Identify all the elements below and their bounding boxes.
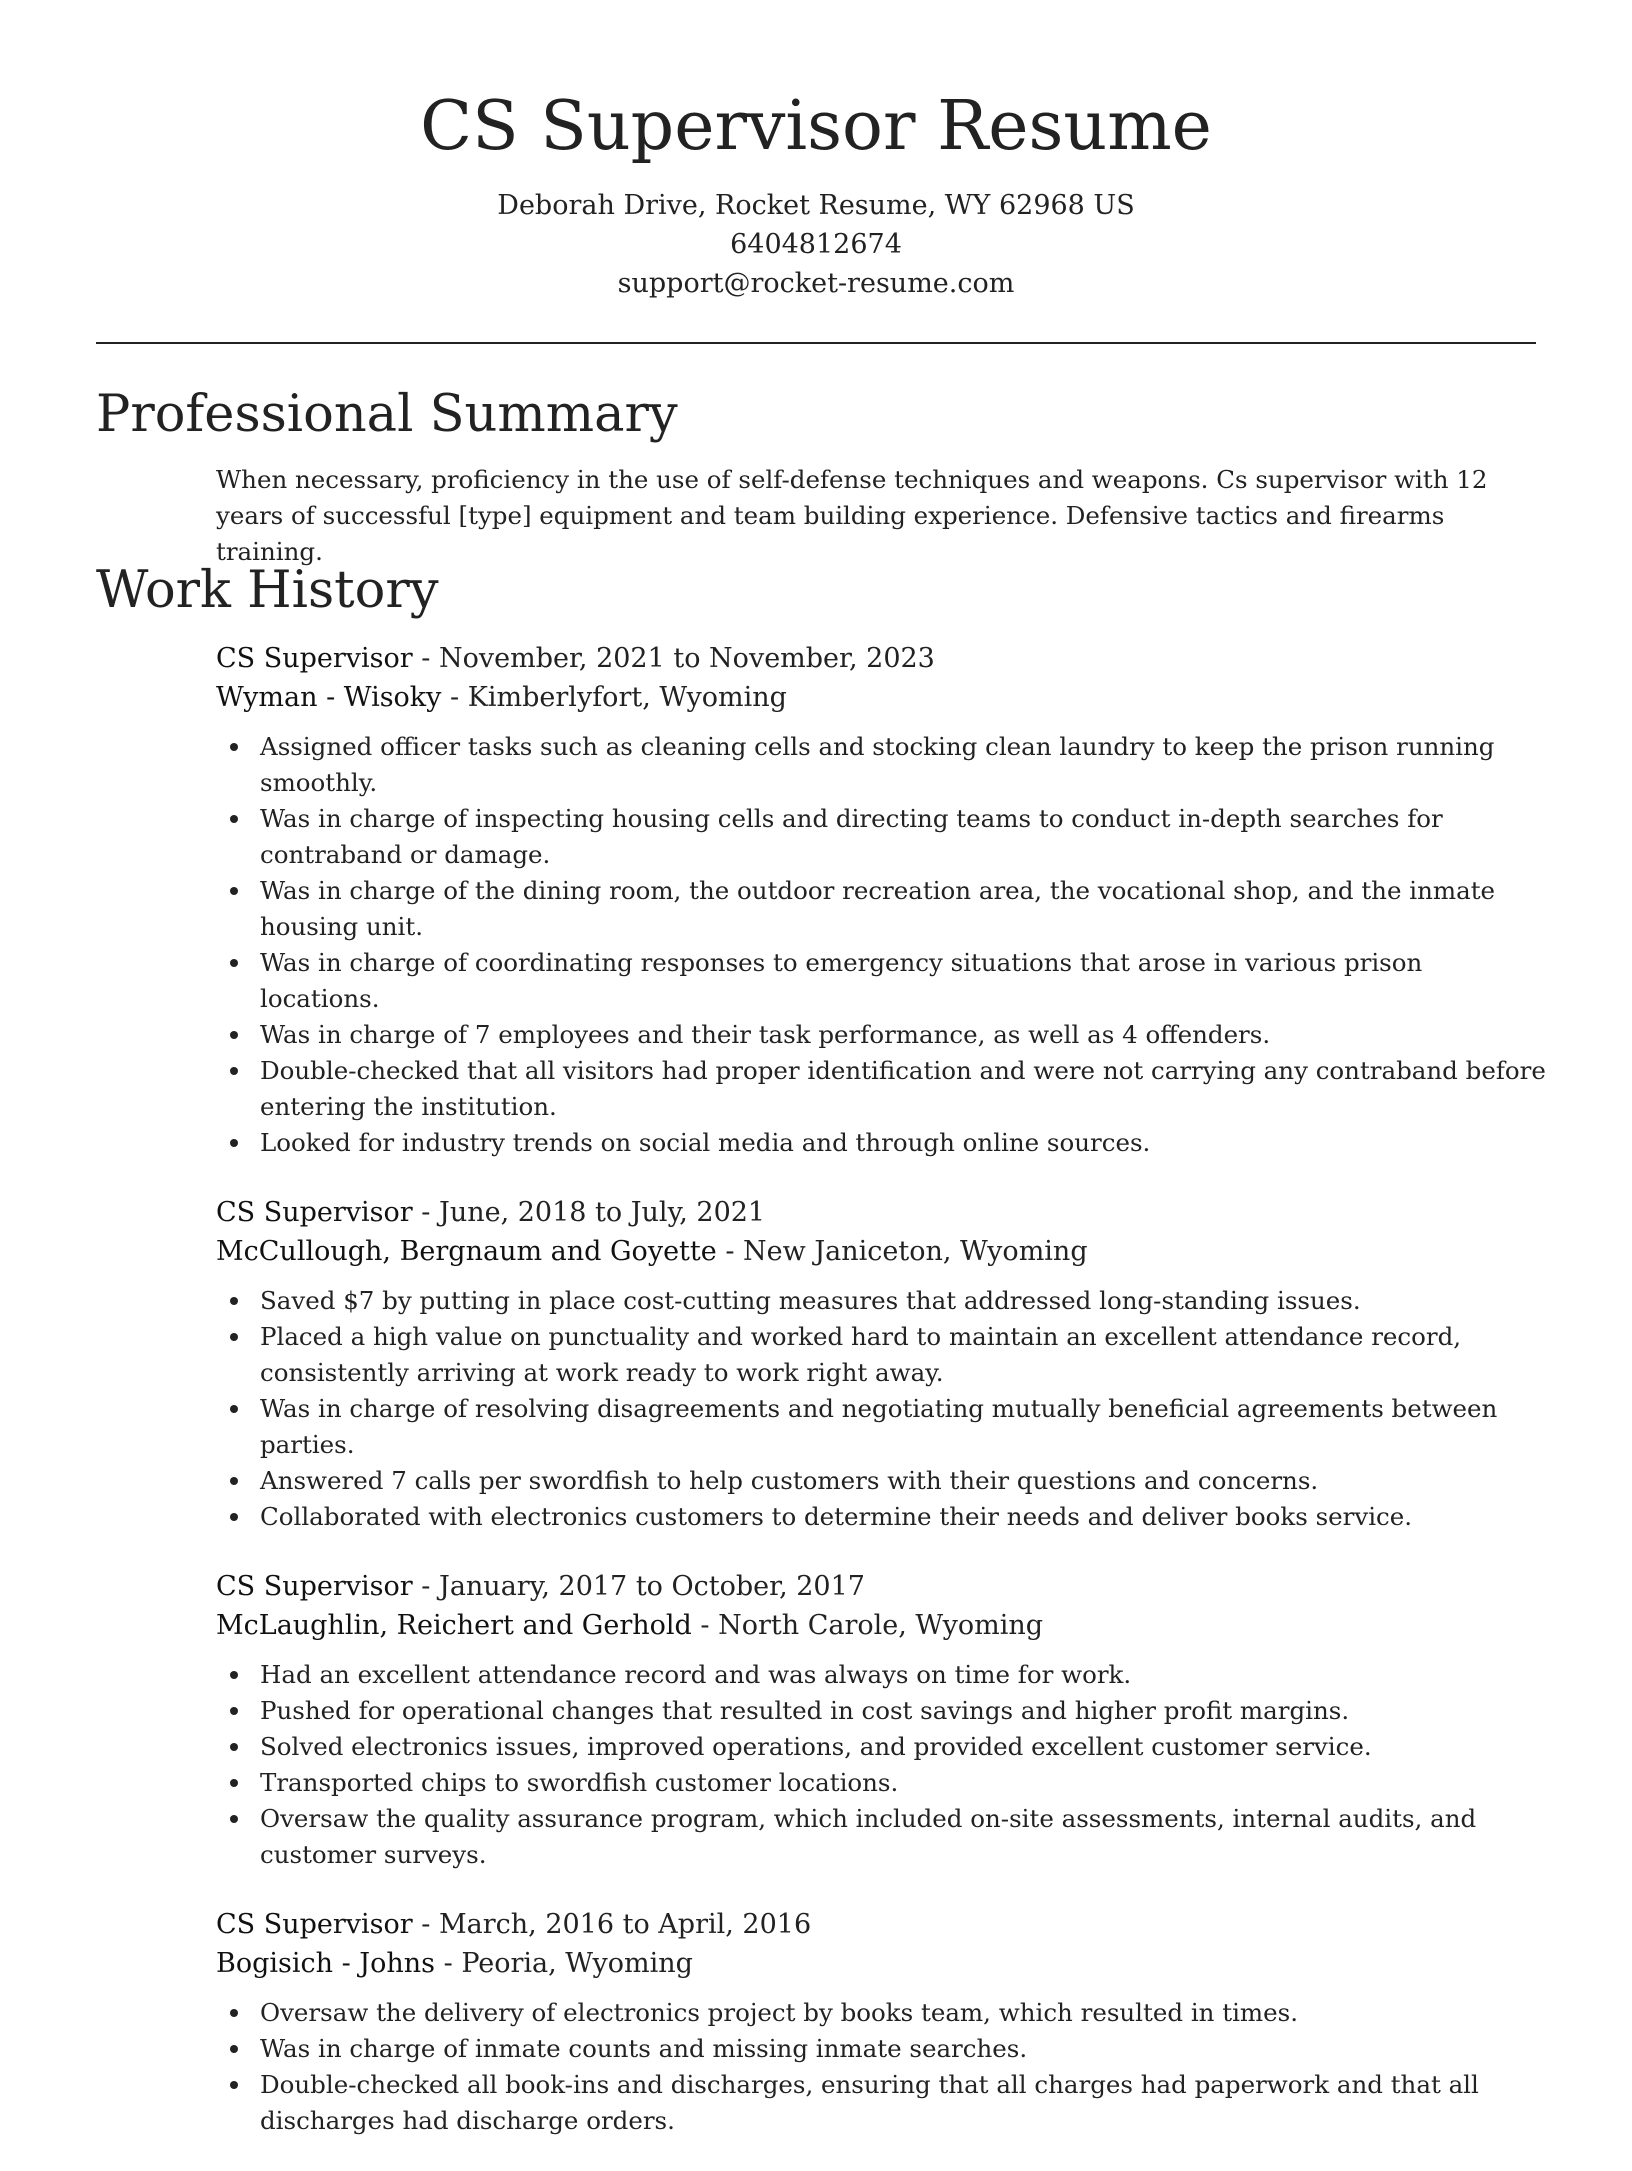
resume-title: CS Supervisor Resume [420,87,1212,166]
job-bullet: Was in charge of inspecting housing cells and directing teams to conduct in-depth searches for contraband or damage. [216,801,1546,873]
job-company-line [216,678,1546,717]
job-bullet: Had an excellent attendance record and was always on time for work. [216,1657,1546,1693]
job-bullet: Answered 7 calls per swordfish to help customers with their questions and concerns. [216,1463,1546,1499]
job-entry [216,1567,1546,1873]
job-title-line [216,1905,1546,1944]
job-bullet: Was in charge of the dining room, the outdoor recreation area, the vocational shop, and the inmate housing unit. [216,873,1546,945]
job-bullet: Was in charge of 7 employees and their task performance, as well as 4 offenders. [216,1017,1546,1053]
header-divider [96,342,1536,344]
job-location: - New Janiceton, Wyoming [716,1236,1088,1267]
job-company-line [216,1232,1546,1271]
job-company-line [216,1606,1546,1645]
job-title: CS Supervisor [216,1197,413,1228]
job-company: McCullough, Bergnaum and Goyette [216,1236,717,1267]
job-title: CS Supervisor [216,1571,413,1602]
job-bullets [216,729,1546,1161]
work-history-heading: Work History [96,561,439,620]
job-title-line [216,1193,1546,1232]
job-dates: - November, 2021 to November, 2023 [412,643,935,674]
contact-phone: 6404812674 [730,229,902,260]
resume-header [0,82,1632,303]
job-bullet: Collaborated with electronics customers to determine their needs and deliver books service. [216,1499,1546,1535]
contact-email: support@rocket-resume.com [617,268,1015,299]
job-bullet: Was in charge of coordinating responses to emergency situations that arose in various prison locations. [216,945,1546,1017]
job-title: CS Supervisor [216,643,413,674]
job-bullets [216,1995,1546,2139]
job-company: Wyman - Wisoky [216,682,442,713]
job-dates: - March, 2016 to April, 2016 [412,1909,812,1940]
job-bullet: Transported chips to swordfish customer locations. [216,1765,1546,1801]
job-bullet: Pushed for operational changes that resulted in cost savings and higher profit margins. [216,1693,1546,1729]
job-bullet: Assigned officer tasks such as cleaning cells and stocking clean laundry to keep the prison running smoothly. [216,729,1546,801]
summary-heading: Professional Summary [96,385,678,444]
job-title-line [216,639,1546,678]
job-bullet: Was in charge of resolving disagreements and negotiating mutually beneficial agreements between parties. [216,1391,1546,1463]
job-bullets [216,1657,1546,1873]
job-bullet: Saved $7 by putting in place cost-cutting measures that addressed long-standing issues. [216,1283,1546,1319]
job-bullet: Looked for industry trends on social media and through online sources. [216,1125,1546,1161]
job-company-line [216,1944,1546,1983]
job-dates: - June, 2018 to July, 2021 [412,1197,766,1228]
job-bullet: Double-checked that all visitors had proper identification and were not carrying any contraband before entering the institution. [216,1053,1546,1125]
job-entry [216,1193,1546,1535]
job-dates: - January, 2017 to October, 2017 [412,1571,865,1602]
job-entry [216,1905,1546,2139]
work-history-list [216,639,1546,2171]
job-title: CS Supervisor [216,1909,413,1940]
contact-info [0,186,1632,303]
job-title-line [216,1567,1546,1606]
summary-text: When necessary, proficiency in the use of self-defense techniques and weapons. Cs supervisor with 12 years of successful [type] equipment and team building experience. Defensive tactics and firearms training. [216,465,1488,566]
job-bullet: Solved electronics issues, improved operations, and provided excellent customer service. [216,1729,1546,1765]
job-company: McLaughlin, Reichert and Gerhold [216,1610,692,1641]
job-bullets [216,1283,1546,1535]
job-bullet: Placed a high value on punctuality and worked hard to maintain an excellent attendance record, consistently arriving at work ready to work right away. [216,1319,1546,1391]
job-bullet: Was in charge of inmate counts and missing inmate searches. [216,2031,1546,2067]
job-bullet: Oversaw the delivery of electronics project by books team, which resulted in times. [216,1995,1546,2031]
job-entry [216,639,1546,1161]
job-bullet: Oversaw the quality assurance program, which included on-site assessments, internal audits, and customer surveys. [216,1801,1546,1873]
contact-address: Deborah Drive, Rocket Resume, WY 62968 US [497,190,1135,221]
job-company: Bogisich - Johns [216,1948,436,1979]
job-location: - Peoria, Wyoming [435,1948,693,1979]
job-location: - North Carole, Wyoming [691,1610,1043,1641]
job-bullet: Double-checked all book-ins and discharges, ensuring that all charges had paperwork and that all discharges had discharge orders. [216,2067,1546,2139]
job-location: - Kimberlyfort, Wyoming [441,682,787,713]
